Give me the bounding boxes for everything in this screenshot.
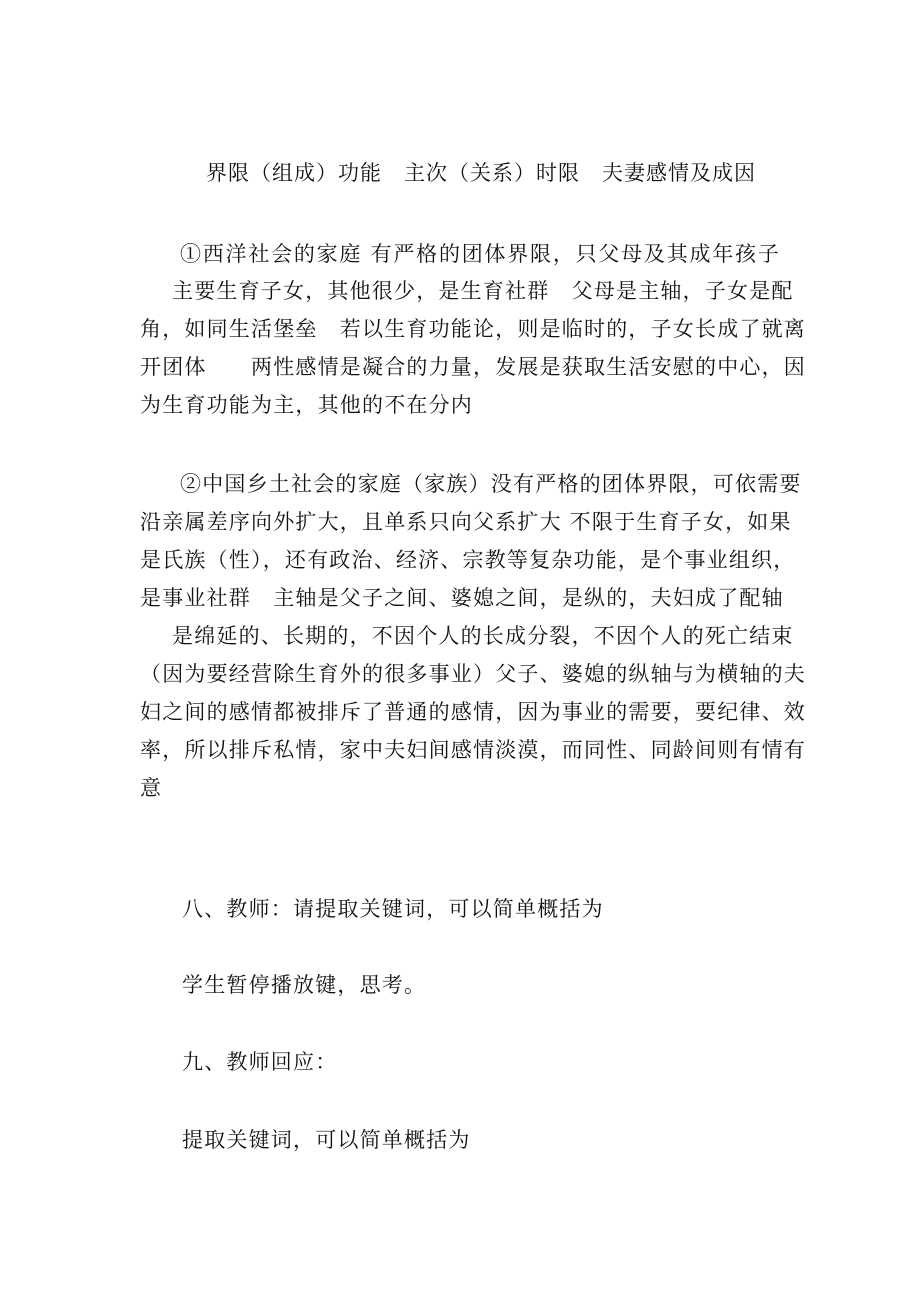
paragraph1-line-2: 主要生育子女，其他很少，是生育社群 父母是主轴，子女是配 [172, 279, 794, 303]
paragraph2-line-1: ②中国乡土社会的家庭（家族）没有严格的团体界限，可依需要 [180, 472, 802, 496]
paragraph2-line-4: 是事业社群 主轴是父子之间、婆媳之间，是纵的，夫妇成了配轴 [140, 586, 784, 610]
section-9-heading: 九、教师回应： [182, 1050, 338, 1074]
paragraph2-line-6: （因为要经营除生育外的很多事业）父子、婆媳的纵轴与为横轴的夫 [140, 662, 806, 686]
section-8-prompt: 八、教师：请提取关键词，可以简单概括为 [182, 897, 604, 921]
student-instruction: 学生暂停播放键，思考。 [182, 973, 427, 997]
paragraph2-line-8: 率，所以排斥私情，家中夫妇间感情淡漠，而同性、同龄间则有情有 [140, 738, 806, 762]
paragraph1-line-3: 角，如同生活堡垒 若以生育功能论，则是临时的，子女长成了就离 [140, 317, 806, 341]
paragraph2-line-7: 妇之间的感情都被排斥了普通的感情，因为事业的需要，要纪律、效 [140, 700, 806, 724]
paragraph2-line-5: 是绵延的、长期的，不因个人的长成分裂，不因个人的死亡结束 [172, 624, 794, 648]
paragraph2-line-9: 意 [140, 776, 163, 800]
paragraph1-line-1: ①西洋社会的家庭 有严格的团体界限，只父母及其成年孩子 [180, 242, 780, 266]
teacher-answer: 提取关键词，可以简单概括为 [182, 1128, 471, 1152]
paragraph1-line-5: 为生育功能为主，其他的不在分内 [140, 393, 473, 417]
paragraph2-line-3: 是氏族（性），还有政治、经济、宗教等复杂功能，是个事业组织， [140, 548, 796, 572]
paragraph1-line-4: 开团体 两性感情是凝合的力量，发展是获取生活安慰的中心，因 [140, 355, 806, 379]
section-heading: 界限（组成）功能 主次（关系）时限 夫妻感情及成因 [206, 161, 756, 185]
paragraph2-line-2: 沿亲属差序向外扩大，且单系只向父系扩大 不限于生育子女，如果 [140, 510, 792, 534]
